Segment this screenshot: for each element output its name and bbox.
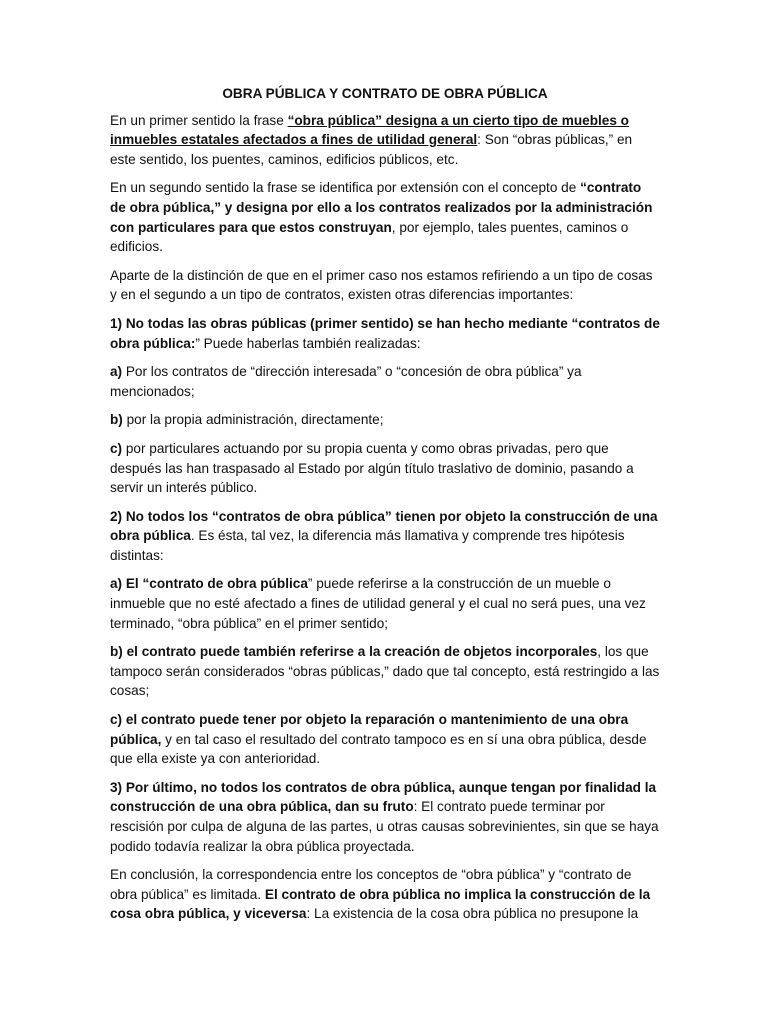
text-run: En un primer sentido la frase [110, 112, 288, 128]
text-run: : La existencia de la cosa obra pública no presupone la [306, 906, 639, 922]
text-run: : Son “obras públicas,” en este sentido, los puentes, caminos, edificios públicos, etc. [110, 132, 633, 167]
text-run: y en tal caso el resultado del contrato tampoco es en sí una obra pública, desde que ella existe ya con anterioridad. [110, 731, 647, 767]
paragraph-first-sense [110, 111, 660, 170]
paragraph-point-1 [110, 314, 660, 353]
paragraph-second-sense [110, 178, 660, 256]
bold-text-run: El contrato de obra pública no implica la construcción de la cosa obra pública, y viceversa [110, 886, 651, 922]
bold-text-run: c) el contrato puede tener por objeto la reparación o mantenimiento de una obra pública, [110, 712, 629, 747]
document-page [110, 84, 660, 933]
text-run: Por los contratos de “dirección interesada” o “concesión de obra pública” ya mencionados; [110, 364, 582, 399]
bold-text-run: a) [110, 364, 123, 380]
paragraph-conclusion [110, 865, 660, 924]
paragraph-point-1a [110, 362, 660, 401]
text-run: por particulares actuando por su propia cuenta y como obras privadas, pero que después las han traspasado al Estado por algún título traslativo de dominio, pasando a servir un interés público. [110, 440, 634, 496]
paragraph-point-2 [110, 507, 660, 566]
document-body [110, 111, 660, 924]
text-run: por la propia administración, directamente; [122, 412, 384, 428]
paragraph-point-1c [110, 439, 660, 498]
paragraph-point-2b [110, 642, 660, 701]
text-run: , por ejemplo, tales puentes, caminos o edificios. [110, 219, 629, 255]
paragraph-point-2c [110, 710, 660, 769]
bold-text-run: c) [110, 440, 123, 456]
bold-text-run: 1) No todas las obras públicas (primer sentido) se han hecho mediante “contratos de obra pública: [110, 315, 660, 351]
document-title: OBRA PÚBLICA Y CONTRATO DE OBRA PÚBLICA [222, 86, 548, 101]
text-run: Aparte de la distinción de que en el primer caso nos estamos refiriendo a un tipo de cosas y en el segundo a un tipo de contratos, existen otras diferencias importantes: [110, 267, 653, 303]
text-run: En conclusión, la correspondencia entre los conceptos de “obra pública” y “contrato de obra pública” es limitada. [110, 867, 632, 902]
bold-text-run: 3) Por último, no todos los contratos de obra pública, aunque tengan por finalidad la construcción de una obra pública, dan su fruto [110, 779, 657, 815]
text-run: , los que tampoco serán considerados “obras públicas,” dado que tal concepto, está restringido a las cosas; [110, 644, 660, 699]
paragraph-point-2a [110, 574, 660, 633]
bold-text-run: b) el contrato puede también referirse a la creación de objetos incorporales [110, 644, 598, 660]
text-run: ” puede referirse a la construcción de un mueble o inmueble que no esté afectado a fines de utilidad general y el cual no será pues, una vez terminado, “obra pública” en el primer sentido; [110, 576, 646, 631]
paragraph-point-1b [110, 410, 660, 430]
paragraph-differences-intro [110, 266, 660, 305]
text-run: ” Puede haberlas también realizadas: [195, 335, 421, 351]
text-run: En un segundo sentido la frase se identifica por extensión con el concepto de [110, 180, 581, 196]
text-run: . Es ésta, tal vez, la diferencia más llamativa y comprende tres hipótesis distintas: [110, 528, 625, 563]
text-run: : El contrato puede terminar por rescisión por culpa de alguna de las partes, u otras causas sobrevinientes, sin que se haya podido todavía realizar la obra pública proyectada. [110, 799, 659, 854]
bold-text-run: b) [110, 412, 123, 428]
paragraph-point-3 [110, 778, 660, 856]
bold-text-run: 2) No todos los “contratos de obra pública” tienen por objeto la construcción de una obra pública [110, 508, 658, 544]
bold-text-run: “contrato de obra pública,” y designa por ello a los contratos realizados por la administración con particulares para que estos construyan [110, 180, 653, 235]
bold-text-run: “obra pública” designa a un cierto tipo de muebles o inmuebles estatales afectados a fines de utilidad general [110, 112, 629, 148]
bold-text-run: a) El “contrato de obra pública [110, 576, 308, 592]
